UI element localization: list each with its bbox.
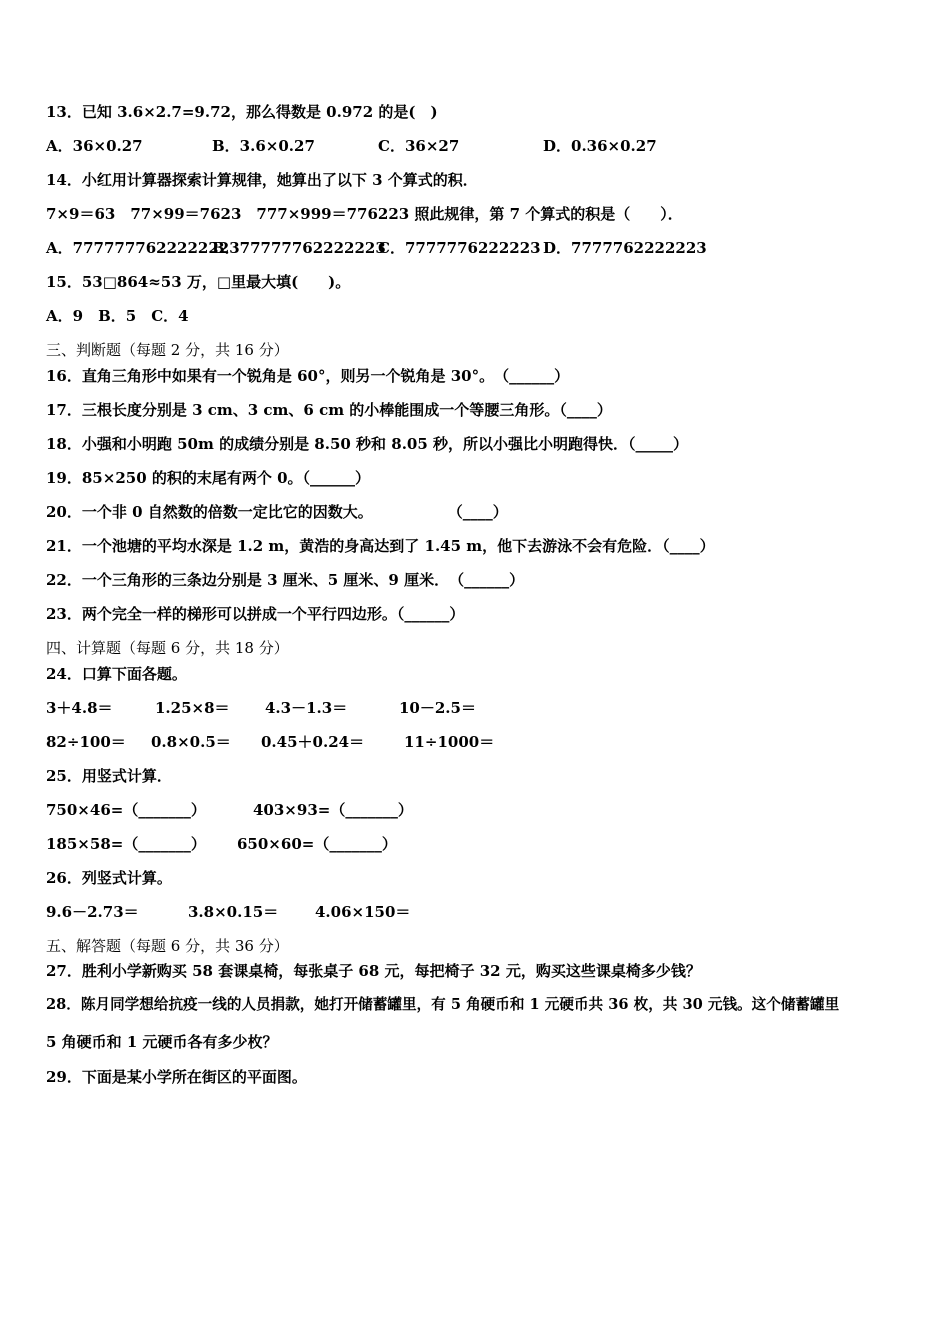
q25-item: 403×93=（_______） (253, 801, 413, 819)
q28-line2: 5 角硬币和 1 元硬币各有多少枚？ (46, 1033, 278, 1051)
q24-item: 10－2.5＝ (399, 699, 476, 717)
section-5-heading: 五、解答题（每题 6 分，共 36 分） (46, 937, 289, 955)
q13-option-d: D．0.36×0.27 (543, 137, 657, 155)
q26-item: 3.8×0.15＝ (188, 903, 279, 921)
q16: 16．直角三角形中如果有一个锐角是 60°，则另一个锐角是 30°。 （______） (46, 367, 570, 385)
q29: 29．下面是某小学所在街区的平面图。 (46, 1068, 307, 1086)
q14-option-d: D．7777762222223 (543, 239, 707, 257)
q13-option-c: C．36×27 (378, 137, 460, 155)
q24-item: 82÷100＝ (46, 733, 126, 751)
section-3-heading: 三、判断题（每题 2 分，共 16 分） (46, 341, 289, 359)
q13-stem: 13．已知 3.6×2.7=9.72，那么得数是 0.972 的是( ) (46, 103, 438, 121)
q27: 27．胜利小学新购买 58 套课桌椅，每张桌子 68 元，每把椅子 32 元，购买这些课桌椅多少钱？ (46, 962, 701, 980)
q28-line1: 28．陈月同学想给抗疫一线的人员捐款，她打开储蓄罐里，有 5 角硬币和 1 元硬币共 36 枚，共 30 元钱。这个储蓄罐里 (46, 996, 840, 1013)
q24-item: 0.8×0.5＝ (151, 733, 231, 751)
q25-item: 185×58=（_______） (46, 835, 206, 853)
q18: 18．小强和小明跑 50m 的成绩分别是 8.50 秒和 8.05 秒，所以小强比小明跑得快．（_____） (46, 435, 689, 453)
q24-item: 4.3－1.3＝ (265, 699, 348, 717)
q21: 21．一个池塘的平均水深是 1.2 m，黄浩的身高达到了 1.45 m，他下去游泳不会有危险．（____） (46, 537, 715, 555)
q26-stem: 26．列竖式计算。 (46, 869, 172, 887)
section-4-heading: 四、计算题（每题 6 分，共 18 分） (46, 639, 289, 657)
q15-stem: 15．53□864≈53 万，□里最大填( )。 (46, 273, 351, 291)
q26-item: 9.6－2.73＝ (46, 903, 139, 921)
q25-item: 650×60=（_______） (237, 835, 397, 853)
q14-option-b: B．77777762222223 (212, 239, 386, 257)
q14-pattern: 7×9＝63 77×99＝7623 777×999＝776223 照此规律，第 7 个算式的积是（ ）． (46, 205, 683, 223)
q14-option-c: C．7777776222223 (378, 239, 541, 257)
q20: 20．一个非 0 自然数的倍数一定比它的因数大。 （____） (46, 503, 508, 521)
q15-options: A．9 B．5 C．4 (46, 307, 189, 325)
q24-item: 0.45＋0.24＝ (261, 733, 365, 751)
q17: 17．三根长度分别是 3 cm、3 cm、6 cm 的小棒能围成一个等腰三角形。（____） (46, 401, 612, 419)
q24-item: 1.25×8＝ (155, 699, 230, 717)
q19: 19．85×250 的积的末尾有两个 0。（______） (46, 469, 371, 487)
q23: 23．两个完全一样的梯形可以拼成一个平行四边形。（______） (46, 605, 465, 623)
q25-stem: 25．用竖式计算． (46, 767, 172, 785)
q14-option-a: A．7777777622222223 (46, 239, 240, 257)
q24-stem: 24．口算下面各题。 (46, 665, 187, 683)
q13-option-b: B．3.6×0.27 (212, 137, 315, 155)
q24-item: 11÷1000＝ (404, 733, 495, 751)
q26-item: 4.06×150＝ (315, 903, 411, 921)
q14-stem: 14．小红用计算器探索计算规律，她算出了以下 3 个算式的积． (46, 171, 478, 189)
q22: 22．一个三角形的三条边分别是 3 厘米、5 厘米、9 厘米． （______） (46, 571, 525, 589)
q13-option-a: A．36×0.27 (46, 137, 143, 155)
q25-item: 750×46=（_______） (46, 801, 206, 819)
q24-item: 3＋4.8＝ (46, 699, 113, 717)
